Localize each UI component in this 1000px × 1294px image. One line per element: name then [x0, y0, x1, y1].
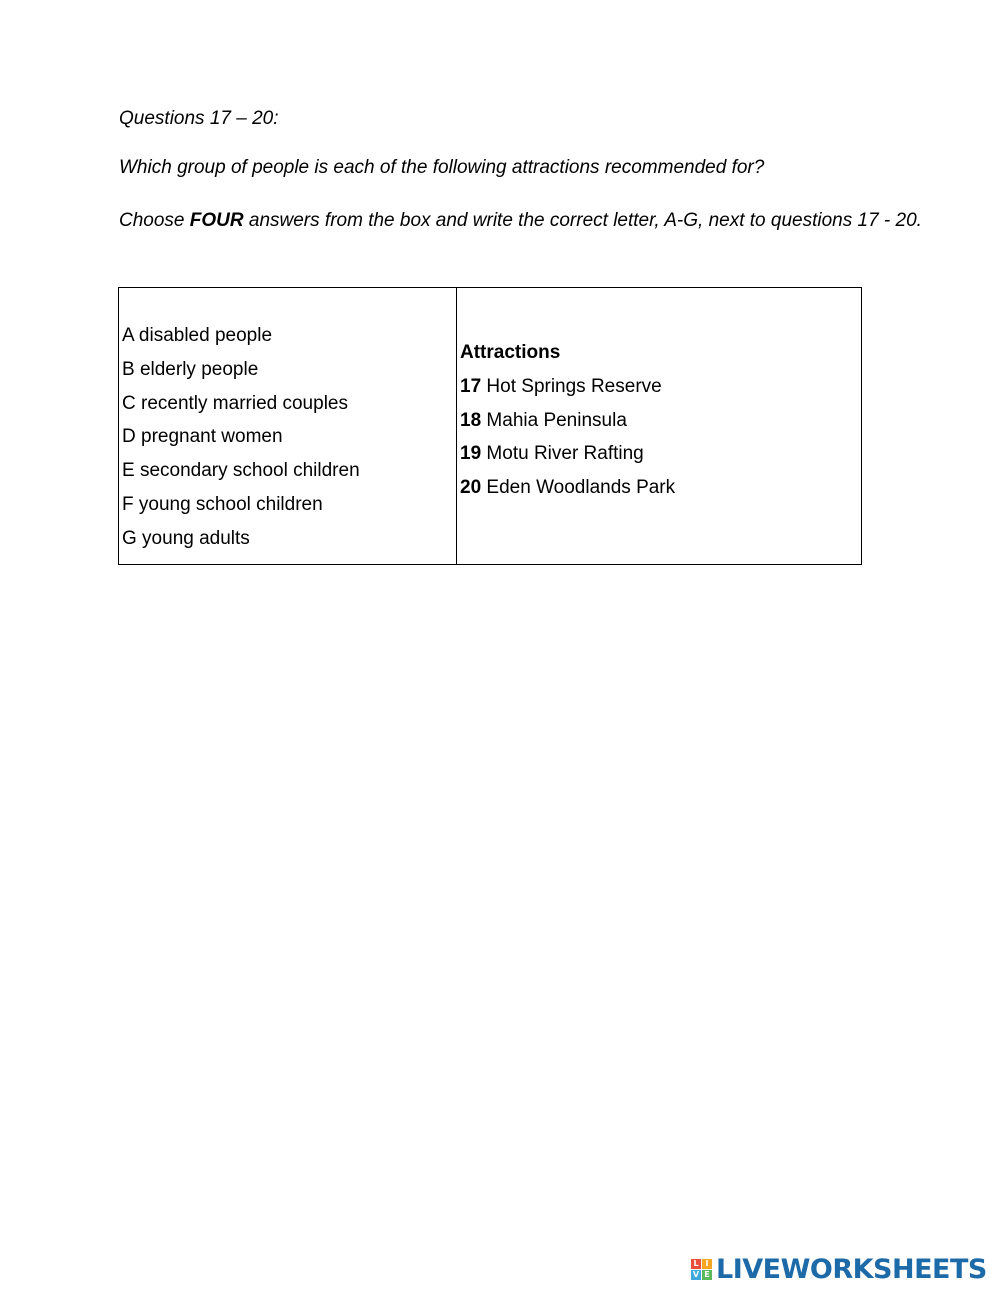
attraction-number: 17 [460, 375, 482, 397]
attraction-number: 19 [460, 443, 482, 465]
attraction-name: Mahia Peninsula [481, 409, 627, 431]
option-item: E secondary school children [122, 460, 360, 482]
logo-text: LIVEWORKSHEETS [716, 1253, 987, 1285]
attractions-title: Attractions [460, 342, 561, 363]
choose-suffix: answers from the box and write the correct letter, A-G, next to questions 17 - 20. [243, 210, 922, 231]
logo-mark-cell: L [691, 1259, 701, 1269]
options-cell [119, 288, 457, 565]
attractions-cell [457, 288, 862, 565]
option-item: A disabled people [122, 325, 273, 346]
attraction-name: Motu River Rafting [481, 443, 644, 465]
questions-heading: Questions 17 – 20: [119, 108, 279, 129]
logo-mark-icon [691, 1259, 712, 1280]
choose-bold: FOUR [189, 210, 244, 231]
logo-mark-cell: V [692, 1269, 700, 1279]
option-item: D pregnant women [122, 426, 283, 448]
option-item: C recently married couples [122, 392, 348, 414]
option-item: F young school children [122, 493, 323, 515]
option-item: B elderly people [122, 358, 259, 380]
option-item: G young adults [122, 527, 250, 549]
answer-box-table [118, 287, 862, 565]
choose-prefix: Choose [119, 210, 190, 231]
attraction-name: Eden Woodlands Park [481, 477, 676, 499]
attraction-item [460, 408, 861, 442]
options-list [119, 288, 456, 560]
logo-mark-cell: E [702, 1270, 712, 1280]
attraction-item [460, 475, 861, 509]
attraction-name: Hot Springs Reserve [481, 375, 662, 397]
questions-choose-instruction [119, 204, 937, 238]
questions-instruction: Which group of people is each of the following attractions recommended for? [119, 157, 765, 178]
attraction-number: 18 [460, 409, 482, 431]
attraction-item [460, 441, 861, 475]
attractions-list [457, 288, 861, 509]
liveworksheets-logo[interactable] [691, 1254, 987, 1284]
attraction-number: 20 [460, 477, 482, 499]
attraction-item [460, 374, 861, 408]
logo-mark-cell: I [702, 1259, 712, 1269]
